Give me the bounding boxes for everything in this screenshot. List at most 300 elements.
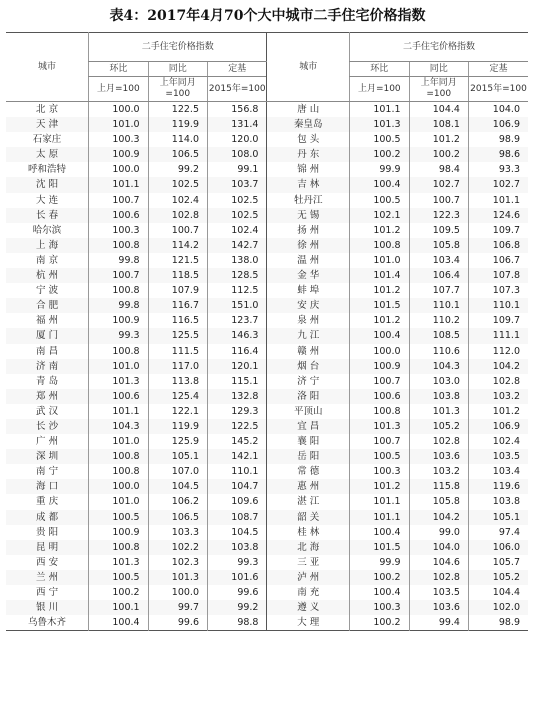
left-fixed-base-cell: 156.8 [208, 102, 267, 118]
left-fixed-base-cell: 99.1 [208, 162, 267, 177]
right-yoy-cell: 104.2 [409, 510, 468, 525]
right-mom-cell: 100.2 [350, 570, 409, 585]
right-city-cell: 济 宁 [267, 374, 350, 389]
table-row [6, 600, 528, 615]
left-fixed-base-cell: 103.8 [208, 540, 267, 555]
left-mom-cell: 100.0 [89, 479, 148, 494]
left-mom-cell: 101.3 [89, 555, 148, 570]
left-fixed-base-cell: 145.2 [208, 434, 267, 449]
left-yoy-cell: 104.5 [148, 479, 207, 494]
right-mom-cell: 100.7 [350, 374, 409, 389]
left-mom-cell: 100.7 [89, 193, 148, 208]
right-yoy-cell: 100.2 [409, 147, 468, 162]
left-fixed-base-cell: 123.7 [208, 313, 267, 328]
right-fixed-base-cell: 98.6 [468, 147, 528, 162]
left-yoy-cell: 100.7 [148, 223, 207, 238]
table-row [6, 404, 528, 419]
left-city-cell: 昆 明 [6, 540, 89, 555]
left-mom-cell: 101.0 [89, 494, 148, 509]
table-row [6, 162, 528, 177]
right-yoy-cell: 104.0 [409, 540, 468, 555]
right-city-cell: 锦 州 [267, 162, 350, 177]
left-city-cell: 天 津 [6, 117, 89, 132]
left-fixed-base-cell: 128.5 [208, 268, 267, 283]
right-yoy-cell: 105.8 [409, 238, 468, 253]
right-mom-cell: 101.1 [350, 102, 409, 118]
left-mom-cell: 101.1 [89, 404, 148, 419]
right-yoy-cell: 104.6 [409, 555, 468, 570]
left-fixed-base-cell: 99.6 [208, 585, 267, 600]
left-fixed-base-cell: 104.5 [208, 525, 267, 540]
left-yoy-cell: 100.0 [148, 585, 207, 600]
left-fixed-base-cell: 120.1 [208, 359, 267, 374]
fixed-base-header-right: 定基 [468, 62, 528, 77]
right-mom-cell: 100.0 [350, 344, 409, 359]
right-yoy-cell: 103.0 [409, 374, 468, 389]
left-city-cell: 福 州 [6, 313, 89, 328]
left-mom-cell: 100.5 [89, 570, 148, 585]
table-row [6, 449, 528, 464]
left-mom-cell: 100.4 [89, 615, 148, 631]
table-header [6, 33, 528, 102]
table-row [6, 147, 528, 162]
table-row [6, 494, 528, 509]
left-mom-cell: 100.3 [89, 132, 148, 147]
right-city-cell: 惠 州 [267, 479, 350, 494]
table-row [6, 102, 528, 118]
left-fixed-base-cell: 116.4 [208, 344, 267, 359]
left-yoy-cell: 118.5 [148, 268, 207, 283]
right-city-cell: 赣 州 [267, 344, 350, 359]
fixed-base-base-right: 2015年=100 [468, 77, 528, 102]
right-mom-cell: 100.9 [350, 359, 409, 374]
left-mom-cell: 101.0 [89, 359, 148, 374]
right-mom-cell: 101.1 [350, 494, 409, 509]
left-city-cell: 长 沙 [6, 419, 89, 434]
left-mom-cell: 100.0 [89, 162, 148, 177]
left-city-cell: 济 南 [6, 359, 89, 374]
right-mom-cell: 100.3 [350, 600, 409, 615]
table-row [6, 479, 528, 494]
right-fixed-base-cell: 106.0 [468, 540, 528, 555]
right-mom-cell: 100.4 [350, 177, 409, 192]
right-yoy-cell: 98.4 [409, 162, 468, 177]
left-fixed-base-cell: 98.8 [208, 615, 267, 631]
left-yoy-cell: 99.6 [148, 615, 207, 631]
table-row [6, 132, 528, 147]
left-yoy-cell: 103.3 [148, 525, 207, 540]
right-fixed-base-cell: 103.8 [468, 494, 528, 509]
right-mom-cell: 100.7 [350, 434, 409, 449]
right-fixed-base-cell: 102.0 [468, 600, 528, 615]
left-fixed-base-cell: 108.7 [208, 510, 267, 525]
right-city-cell: 徐 州 [267, 238, 350, 253]
mom-base-right: 上月=100 [350, 77, 409, 102]
right-yoy-cell: 101.3 [409, 404, 468, 419]
left-fixed-base-cell: 108.0 [208, 147, 267, 162]
left-fixed-base-cell: 101.6 [208, 570, 267, 585]
right-mom-cell: 100.4 [350, 328, 409, 343]
left-yoy-cell: 99.7 [148, 600, 207, 615]
table-row [6, 253, 528, 268]
left-mom-cell: 100.1 [89, 600, 148, 615]
right-fixed-base-cell: 106.7 [468, 253, 528, 268]
right-city-cell: 蚌 埠 [267, 283, 350, 298]
left-city-cell: 石家庄 [6, 132, 89, 147]
left-fixed-base-cell: 102.5 [208, 208, 267, 223]
left-city-cell: 郑 州 [6, 389, 89, 404]
left-mom-cell: 100.7 [89, 268, 148, 283]
right-mom-cell: 101.4 [350, 268, 409, 283]
left-city-cell: 厦 门 [6, 328, 89, 343]
right-city-cell: 金 华 [267, 268, 350, 283]
right-mom-cell: 101.5 [350, 540, 409, 555]
left-yoy-cell: 99.2 [148, 162, 207, 177]
table-row [6, 434, 528, 449]
left-city-cell: 南 京 [6, 253, 89, 268]
right-city-cell: 三 亚 [267, 555, 350, 570]
right-city-cell: 大 理 [267, 615, 350, 631]
right-yoy-cell: 101.2 [409, 132, 468, 147]
right-city-cell: 平顶山 [267, 404, 350, 419]
left-city-cell: 贵 阳 [6, 525, 89, 540]
yoy-header-right: 同比 [409, 62, 468, 77]
right-yoy-cell: 103.6 [409, 449, 468, 464]
city-column-header-right: 城市 [267, 33, 350, 102]
table-row [6, 419, 528, 434]
right-yoy-cell: 104.4 [409, 102, 468, 118]
table-row [6, 464, 528, 479]
right-city-cell: 扬 州 [267, 223, 350, 238]
left-mom-cell: 104.3 [89, 419, 148, 434]
right-fixed-base-cell: 97.4 [468, 525, 528, 540]
left-yoy-cell: 125.5 [148, 328, 207, 343]
right-fixed-base-cell: 101.1 [468, 193, 528, 208]
right-mom-cell: 99.9 [350, 555, 409, 570]
left-yoy-cell: 102.8 [148, 208, 207, 223]
right-city-cell: 丹 东 [267, 147, 350, 162]
right-fixed-base-cell: 93.3 [468, 162, 528, 177]
right-fixed-base-cell: 109.7 [468, 313, 528, 328]
left-mom-cell: 100.8 [89, 449, 148, 464]
left-city-cell: 杭 州 [6, 268, 89, 283]
right-yoy-cell: 122.3 [409, 208, 468, 223]
left-yoy-cell: 116.7 [148, 298, 207, 313]
left-fixed-base-cell: 122.5 [208, 419, 267, 434]
left-fixed-base-cell: 104.7 [208, 479, 267, 494]
right-mom-cell: 100.8 [350, 404, 409, 419]
left-mom-cell: 100.6 [89, 208, 148, 223]
right-mom-cell: 100.6 [350, 389, 409, 404]
left-mom-cell: 100.0 [89, 102, 148, 118]
index-group-header-left: 二手住宅价格指数 [89, 33, 267, 62]
left-yoy-cell: 119.9 [148, 419, 207, 434]
right-yoy-cell: 110.1 [409, 298, 468, 313]
left-mom-cell: 101.0 [89, 434, 148, 449]
right-fixed-base-cell: 106.8 [468, 238, 528, 253]
right-fixed-base-cell: 105.7 [468, 555, 528, 570]
right-yoy-cell: 108.1 [409, 117, 468, 132]
left-city-cell: 南 昌 [6, 344, 89, 359]
right-yoy-cell: 103.4 [409, 253, 468, 268]
right-mom-cell: 100.3 [350, 464, 409, 479]
left-yoy-cell: 114.0 [148, 132, 207, 147]
right-yoy-cell: 102.8 [409, 434, 468, 449]
right-yoy-cell: 106.4 [409, 268, 468, 283]
yoy-base-right: 上年同月=100 [409, 77, 468, 102]
left-fixed-base-cell: 102.4 [208, 223, 267, 238]
left-yoy-cell: 111.5 [148, 344, 207, 359]
left-city-cell: 重 庆 [6, 494, 89, 509]
right-fixed-base-cell: 106.9 [468, 419, 528, 434]
left-yoy-cell: 106.5 [148, 147, 207, 162]
left-mom-cell: 100.5 [89, 510, 148, 525]
left-city-cell: 太 原 [6, 147, 89, 162]
left-mom-cell: 101.0 [89, 117, 148, 132]
left-fixed-base-cell: 103.7 [208, 177, 267, 192]
left-city-cell: 大 连 [6, 193, 89, 208]
left-mom-cell: 100.8 [89, 464, 148, 479]
fixed-base-base-left: 2015年=100 [208, 77, 267, 102]
right-fixed-base-cell: 119.6 [468, 479, 528, 494]
index-group-header-right: 二手住宅价格指数 [350, 33, 528, 62]
left-fixed-base-cell: 102.5 [208, 193, 267, 208]
right-fixed-base-cell: 102.4 [468, 434, 528, 449]
right-fixed-base-cell: 105.1 [468, 510, 528, 525]
right-city-cell: 吉 林 [267, 177, 350, 192]
right-city-cell: 九 江 [267, 328, 350, 343]
right-fixed-base-cell: 103.5 [468, 449, 528, 464]
right-fixed-base-cell: 111.1 [468, 328, 528, 343]
left-city-cell: 哈尔滨 [6, 223, 89, 238]
right-mom-cell: 101.2 [350, 313, 409, 328]
right-yoy-cell: 105.8 [409, 494, 468, 509]
left-mom-cell: 100.9 [89, 525, 148, 540]
right-fixed-base-cell: 107.3 [468, 283, 528, 298]
mom-header-left: 环比 [89, 62, 148, 77]
table-row [6, 283, 528, 298]
right-mom-cell: 101.0 [350, 253, 409, 268]
right-yoy-cell: 107.7 [409, 283, 468, 298]
right-fixed-base-cell: 106.9 [468, 117, 528, 132]
left-city-cell: 青 岛 [6, 374, 89, 389]
left-yoy-cell: 102.2 [148, 540, 207, 555]
right-yoy-cell: 105.2 [409, 419, 468, 434]
left-city-cell: 广 州 [6, 434, 89, 449]
yoy-header-left: 同比 [148, 62, 207, 77]
left-fixed-base-cell: 120.0 [208, 132, 267, 147]
right-mom-cell: 101.3 [350, 419, 409, 434]
right-fixed-base-cell: 105.2 [468, 570, 528, 585]
left-yoy-cell: 106.5 [148, 510, 207, 525]
left-city-cell: 成 都 [6, 510, 89, 525]
right-mom-cell: 100.8 [350, 238, 409, 253]
right-city-cell: 南 充 [267, 585, 350, 600]
left-yoy-cell: 102.4 [148, 193, 207, 208]
left-mom-cell: 100.8 [89, 344, 148, 359]
table-row [6, 570, 528, 585]
left-yoy-cell: 122.1 [148, 404, 207, 419]
right-fixed-base-cell: 102.8 [468, 374, 528, 389]
right-yoy-cell: 103.6 [409, 600, 468, 615]
table-title: 表4：2017年4月70个大中城市二手住宅价格指数 [109, 8, 426, 24]
right-city-cell: 泉 州 [267, 313, 350, 328]
table-row [6, 510, 528, 525]
left-fixed-base-cell: 151.0 [208, 298, 267, 313]
right-city-cell: 烟 台 [267, 359, 350, 374]
right-fixed-base-cell: 124.6 [468, 208, 528, 223]
left-city-cell: 深 圳 [6, 449, 89, 464]
table-row [6, 374, 528, 389]
right-city-cell: 泸 州 [267, 570, 350, 585]
left-city-cell: 上 海 [6, 238, 89, 253]
right-mom-cell: 99.9 [350, 162, 409, 177]
mom-header-right: 环比 [350, 62, 409, 77]
yoy-base-left: 上年同月=100 [148, 77, 207, 102]
left-city-cell: 南 宁 [6, 464, 89, 479]
left-city-cell: 乌鲁木齐 [6, 615, 89, 631]
right-city-cell: 韶 关 [267, 510, 350, 525]
right-fixed-base-cell: 110.1 [468, 298, 528, 313]
right-city-cell: 温 州 [267, 253, 350, 268]
left-mom-cell: 101.1 [89, 177, 148, 192]
table-row [6, 525, 528, 540]
left-fixed-base-cell: 132.8 [208, 389, 267, 404]
right-mom-cell: 101.2 [350, 479, 409, 494]
table-row [6, 268, 528, 283]
table-row [6, 177, 528, 192]
right-fixed-base-cell: 103.4 [468, 464, 528, 479]
right-yoy-cell: 103.8 [409, 389, 468, 404]
right-fixed-base-cell: 109.7 [468, 223, 528, 238]
right-yoy-cell: 103.2 [409, 464, 468, 479]
left-fixed-base-cell: 99.3 [208, 555, 267, 570]
left-city-cell: 银 川 [6, 600, 89, 615]
left-city-cell: 西 安 [6, 555, 89, 570]
left-city-cell: 西 宁 [6, 585, 89, 600]
left-city-cell: 呼和浩特 [6, 162, 89, 177]
left-mom-cell: 100.9 [89, 313, 148, 328]
left-yoy-cell: 105.1 [148, 449, 207, 464]
left-city-cell: 兰 州 [6, 570, 89, 585]
left-fixed-base-cell: 142.1 [208, 449, 267, 464]
left-city-cell: 合 肥 [6, 298, 89, 313]
right-mom-cell: 101.2 [350, 223, 409, 238]
right-fixed-base-cell: 112.0 [468, 344, 528, 359]
right-mom-cell: 100.4 [350, 525, 409, 540]
left-yoy-cell: 102.5 [148, 177, 207, 192]
right-mom-cell: 100.2 [350, 615, 409, 631]
right-mom-cell: 100.5 [350, 132, 409, 147]
left-mom-cell: 101.3 [89, 374, 148, 389]
right-fixed-base-cell: 107.8 [468, 268, 528, 283]
left-yoy-cell: 125.4 [148, 389, 207, 404]
right-yoy-cell: 104.3 [409, 359, 468, 374]
left-yoy-cell: 122.5 [148, 102, 207, 118]
table-row [6, 298, 528, 313]
city-column-header-left: 城市 [6, 33, 89, 102]
left-fixed-base-cell: 138.0 [208, 253, 267, 268]
left-yoy-cell: 119.9 [148, 117, 207, 132]
right-city-cell: 襄 阳 [267, 434, 350, 449]
left-mom-cell: 100.8 [89, 238, 148, 253]
right-yoy-cell: 108.5 [409, 328, 468, 343]
right-mom-cell: 101.3 [350, 117, 409, 132]
right-city-cell: 常 德 [267, 464, 350, 479]
right-yoy-cell: 109.5 [409, 223, 468, 238]
right-yoy-cell: 102.8 [409, 570, 468, 585]
table-row [6, 615, 528, 631]
table-row [6, 359, 528, 374]
right-mom-cell: 100.4 [350, 585, 409, 600]
left-mom-cell: 99.8 [89, 253, 148, 268]
left-fixed-base-cell: 110.1 [208, 464, 267, 479]
left-city-cell: 宁 波 [6, 283, 89, 298]
right-city-cell: 洛 阳 [267, 389, 350, 404]
table-row [6, 313, 528, 328]
left-city-cell: 北 京 [6, 102, 89, 118]
left-fixed-base-cell: 112.5 [208, 283, 267, 298]
table-row [6, 540, 528, 555]
left-city-cell: 武 汉 [6, 404, 89, 419]
right-yoy-cell: 99.0 [409, 525, 468, 540]
left-mom-cell: 100.6 [89, 389, 148, 404]
left-yoy-cell: 114.2 [148, 238, 207, 253]
right-city-cell: 安 庆 [267, 298, 350, 313]
right-fixed-base-cell: 98.9 [468, 132, 528, 147]
table-row [6, 193, 528, 208]
left-mom-cell: 100.8 [89, 540, 148, 555]
left-mom-cell: 100.8 [89, 283, 148, 298]
left-mom-cell: 100.2 [89, 585, 148, 600]
left-mom-cell: 99.3 [89, 328, 148, 343]
right-fixed-base-cell: 102.7 [468, 177, 528, 192]
right-yoy-cell: 115.8 [409, 479, 468, 494]
left-yoy-cell: 106.2 [148, 494, 207, 509]
table-row [6, 344, 528, 359]
table-row [6, 208, 528, 223]
right-city-cell: 包 头 [267, 132, 350, 147]
left-fixed-base-cell: 146.3 [208, 328, 267, 343]
right-city-cell: 桂 林 [267, 525, 350, 540]
price-index-table [6, 32, 528, 631]
table-body [6, 102, 528, 631]
right-city-cell: 牡丹江 [267, 193, 350, 208]
right-city-cell: 唐 山 [267, 102, 350, 118]
left-fixed-base-cell: 131.4 [208, 117, 267, 132]
left-yoy-cell: 102.3 [148, 555, 207, 570]
left-fixed-base-cell: 115.1 [208, 374, 267, 389]
table-row [6, 585, 528, 600]
right-yoy-cell: 103.5 [409, 585, 468, 600]
left-yoy-cell: 107.0 [148, 464, 207, 479]
right-mom-cell: 102.1 [350, 208, 409, 223]
right-city-cell: 北 海 [267, 540, 350, 555]
right-fixed-base-cell: 101.2 [468, 404, 528, 419]
left-mom-cell: 99.8 [89, 298, 148, 313]
left-fixed-base-cell: 99.2 [208, 600, 267, 615]
left-yoy-cell: 107.9 [148, 283, 207, 298]
right-city-cell: 遵 义 [267, 600, 350, 615]
right-mom-cell: 101.1 [350, 510, 409, 525]
table-row [6, 328, 528, 343]
right-mom-cell: 100.5 [350, 193, 409, 208]
right-yoy-cell: 110.2 [409, 313, 468, 328]
table-row [6, 117, 528, 132]
left-yoy-cell: 101.3 [148, 570, 207, 585]
right-fixed-base-cell: 104.0 [468, 102, 528, 118]
right-city-cell: 湛 江 [267, 494, 350, 509]
